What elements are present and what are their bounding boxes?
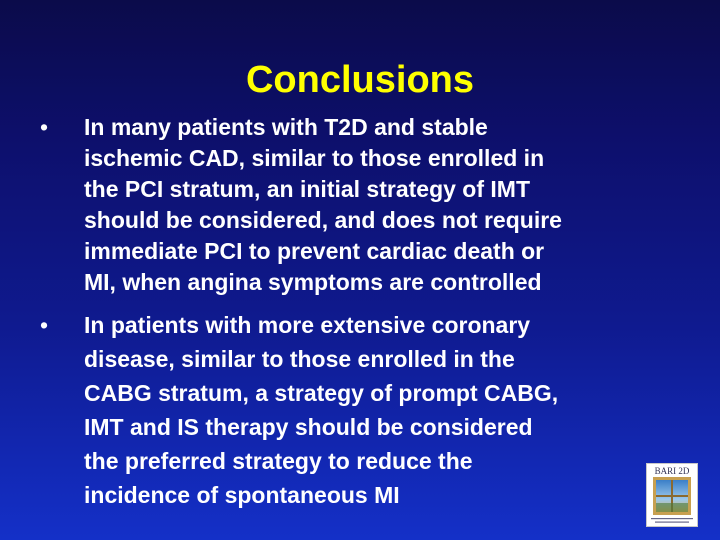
- bullet-item-1: [40, 112, 680, 298]
- bullet-line: the PCI stratum, an initial strategy of IMT: [84, 176, 531, 202]
- bullet-line: In patients with more extensive coronary: [84, 312, 531, 338]
- bullet-line: should be considered, and does not require: [84, 207, 562, 233]
- bari-2d-window-logo-icon: [653, 477, 691, 515]
- bullet-marker: •: [40, 312, 49, 338]
- bullet-line: incidence of spontaneous MI: [84, 482, 400, 508]
- bari-2d-logo: [646, 463, 698, 527]
- bullet-line: CABG stratum, a strategy of prompt CABG,: [84, 380, 559, 406]
- bullet-item-2: [40, 308, 680, 512]
- bullet-marker: •: [40, 114, 49, 140]
- bullet-line: immediate PCI to prevent cardiac death or: [84, 238, 545, 264]
- bullet-line: In many patients with T2D and stable: [84, 114, 488, 140]
- bullet-line: ischemic CAD, similar to those enrolled in: [84, 145, 545, 171]
- logo-text: BARI 2D: [654, 466, 690, 476]
- logo-caption-lines: [649, 517, 695, 525]
- bullet-line: IMT and IS therapy should be considered: [84, 414, 533, 440]
- bullet-list: [40, 112, 680, 512]
- bullet-line: disease, similar to those enrolled in the: [84, 346, 515, 372]
- bullet-line: the preferred strategy to reduce the: [84, 448, 473, 474]
- bullet-line: MI, when angina symptoms are controlled: [84, 269, 542, 295]
- slide-title: Conclusions: [245, 59, 475, 101]
